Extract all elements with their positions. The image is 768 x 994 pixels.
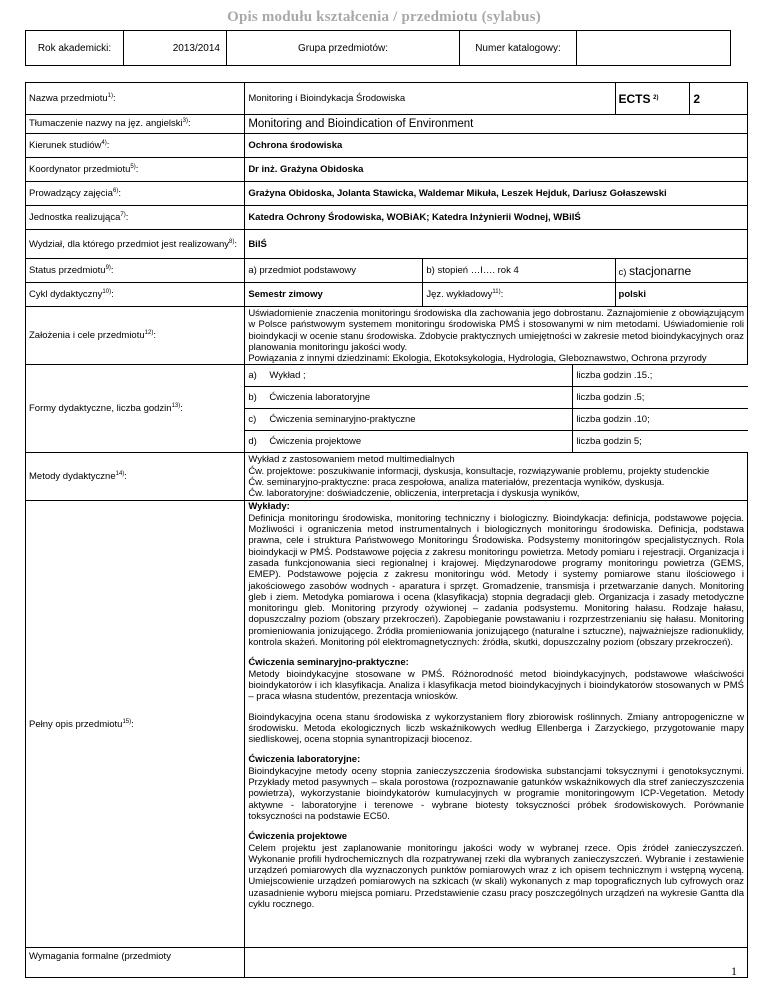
subject-name-value: Monitoring i Bioindykacja Środowiska [245,83,615,115]
status-type-value: a) przedmiot podstawowy [245,259,423,283]
teachers-value: Grażyna Obidoska, Jolanta Stawicka, Waldemar Mikuła, Leszek Hejduk, Dariusz Gołaszewski [245,182,748,206]
project-title: Ćwiczenia projektowe [248,831,348,843]
form-row: d) Ćwiczenia projektowe liczba godzin 5; [245,431,747,453]
faculty-value: BiIŚ [245,230,748,259]
form-row: c) Ćwiczenia seminaryjno-praktyczne liczba godzin .10; [245,409,747,431]
academic-year-label: Rok akademicki: [26,31,124,66]
ects-value: 2 [690,83,748,115]
coordinator-label: Koordynator przedmiotu$^{5)}$: [26,158,245,182]
faculty-label: Wydział, dla którego przedmiot jest realizowany$^{8)}$: [26,230,245,259]
methods-label: Metody dydaktyczne$^{14)}$: [26,453,245,501]
catalog-number-value [577,31,731,66]
seminar-text-2: Bioindykacyjna ocena stanu środowiska z wykorzystaniem flory zbiorowisk roślinnych. Zmiany antropogeniczne w środowisku. Metoda ekologicznych liczb wskaźnikowych według Ellenberga i Zarzyckiego, przygotowanie mapy siedliskowej, ocena stopnia synantropizacji biocenoz. [248,711,744,746]
goals-label: Założenia i cele przedmiotu$^{12)}$: [26,307,245,365]
field-of-study-label: Kierunek studiów$^{4)}$: [26,134,245,158]
catalog-number-label: Numer katalogowy: [460,31,577,66]
form-row: a) Wykład ; liczba godzin .15.; [245,365,747,387]
forms-label: Formy dydaktyczne, liczba godzin$^{13)}$: [26,365,245,453]
status-mode-value: c) stacjonarne [615,259,747,283]
coordinator-value: Dr inż. Grażyna Obidoska [245,158,748,182]
unit-value: Katedra Ochrony Środowiska, WOBiAK; Katedra Inżynierii Wodnej, WBiIŚ [245,206,748,230]
description-value [245,501,748,948]
status-label: Status przedmiotu$^{9)}$: [26,259,245,283]
english-name-label: Tłumaczenie nazwy na jęz. angielski$^{3)}$: [26,115,245,134]
subject-group-label: Grupa przedmiotów: [227,31,460,66]
forms-list [245,365,748,453]
lectures-title: Wykłady: [248,501,290,513]
requirements-label: Wymagania formalne (przedmioty [26,948,245,978]
seminar-title: Ćwiczenia seminaryjno-praktyczne: [248,657,409,669]
requirements-value [245,948,748,978]
lab-text: Bioindykacyjne metody oceny stopnia zanieczyszczenia środowiska substancjami toksycznymi i genotoksycznymi. Przykłady metod pasywnych – skala porostowa (rozpoznawanie gatunków wskaźnikowych dla stref zanieczyszczenia powietrza), wykorzystanie bioindykatorów kumulacyjnych w programie monitoringowym ICP-Vegetation. Metody aktywne - laboratoryjne i terenowe - wybrane biotesty toksyczności próbek środowiskowych. Porównanie toksyczności na podstawie EC50. [248,765,744,822]
language-value: polski [615,283,747,307]
seminar-text: Metody bioindykacyjne stosowane w PMŚ. Różnorodność metod bioindykacyjnych, podstawowe właściwości bioindykatorów i ich klasyfikacja. Analiza i klasyfikacja metod bioindykacyjnych i bioindykatorów stosowanych w PMŚ – praca własna studentów, prezentacja wniosków. [248,668,744,703]
cycle-value: Semestr zimowy [245,283,423,307]
syllabus-table [25,82,748,978]
lab-title: Ćwiczenia laboratoryjne: [248,754,361,766]
page-header-title: Opis modułu kształcenia / przedmiotu (sylabus) [227,9,541,25]
page-number: 1 [731,964,737,978]
language-label: Jęz. wykładowy$^{11)}$: [423,283,615,307]
form-row: b) Ćwiczenia laboratoryjne liczba godzin .5; [245,387,747,409]
methods-value: Wykład z zastosowaniem metod multimedialnych Ćw. projektowe: poszukiwanie informacji, dyskusja, konsultacje, rozwiązywanie problemu, projekty studenckie Ćw. seminaryjno-praktyczne: praca zespołowa, analiza materiałów, prezentacja wyników, dyskusja. Ćw. laboratoryjne: doświadczenie, obliczenia, interpretacja i dyskusja wyników, [245,453,748,501]
top-info-table [25,30,731,66]
subject-name-label: Nazwa przedmiotu$^{1)}$: [26,83,245,115]
english-name-value: Monitoring and Bioindication of Environment [245,115,748,134]
teachers-label: Prowadzący zajęcia$^{6)}$: [26,182,245,206]
unit-label: Jednostka realizująca$^{7)}$: [26,206,245,230]
field-of-study-value: Ochrona środowiska [245,134,748,158]
status-degree-value: b) stopień …I…. rok 4 [423,259,615,283]
academic-year-value: 2013/2014 [124,31,227,66]
cycle-label: Cykl dydaktyczny$^{10)}$: [26,283,245,307]
description-label: Pełny opis przedmiotu$^{15)}$: [26,501,245,948]
ects-label: ECTS $^{2)}$ [615,83,690,115]
lectures-text: Definicja monitoringu środowiska, monitoring techniczny i biologiczny. Bioindykacja: definicja, podstawowe pojęcia. Możliwości i ograniczenia metod instrumentalnych i biologicznych monitoringu środowiska. Definicja, podstawa prawna, cele i struktura Państwowego Monitoringu Środowiska. Podsystemy monitoringów specjalistycznych. Rola bioindykacji w PMŚ. Podstawowe pojęcia z zakresu monitoringu powietrza. Metody pomiaru i rejestracji. Organizacja i zasada funkcjonowania sieci regionalnej i krajowej. Międzynarodowe programy monitoringu powietrza (GEMS, EMEP). Podstawowe pojęcia z zakresu monitoringu wód. Metody i systemy pomiarowe stanu ilościowego i jakościowego zasobów wodnych - aparatura i sprzęt. Gromadzenie, transmisja i przetwarzanie danych. Monitoring gleb i ziem. Metodyka pomiarowa i ocena (klasyfikacja) stopnia degradacji gleb. Organizacja i zasady metodyczne monitoringu gleb. Monitoring przyrody ożywionej – zadania podsystemu. Monitoring hałasu. Rodzaje hałasu, dopuszczalny poziom (obszary przekroczeń). Zapobieganie powstawaniu i rozprzestrzenianiu się hałasu. Monitoring promieniowania jonizującego. Źródła promieniowania jonizującego (naturalne i sztuczne), najważniejsze radionuklidy, kontrola skażeń. Monitoring pól elektromagnetycznych: źródła, skutki, dopuszczalny poziom (obszary przekroczeń). [248,512,744,649]
project-text: Celem projektu jest zaplanowanie monitoringu jakości wody w wybranej rzece. Opis źródeł zanieczyszczeń. Wykonanie profili hydrochemicznych dla rozpatrywanej rzeki dla wybranych zanieczyszczeń. Wybranie i zestawienie urządzeń pomiarowych dla wyznaczonych punktów pomiarowych wraz z ich opisem technicznym i wstępną wyceną. Umiejscowienie urządzeń pomiarowych na szkicach (w skali) wykonanych z map topograficznych lub cyfrowych oraz uzasadnienie wyboru miejsca pomiaru. Przedstawienie czasu pracy poszczególnych urządzeń na wykresie Gantta dla cyklu rocznego. [248,842,744,910]
goals-value: Uświadomienie znaczenia monitoringu środowiska dla zachowania jego dobrostanu. Zaznajomienie z obowiązującym w Polsce państwowym systemem monitoringu środowiska PMŚ i stosowanymi w nim metodami. Uświadomienie roli bioindykacji w ocenie stanu środowiska. Zdobycie praktycznych umiejętności w zakresie metod bioindykacyjnych oraz planowania monitoringu jakości wody. Powiązania z innymi dziedzinami: Ekologia, Ekotoksykologia, Hydrologia, Gleboznawstwo, Ochrona przyrody [245,307,748,365]
